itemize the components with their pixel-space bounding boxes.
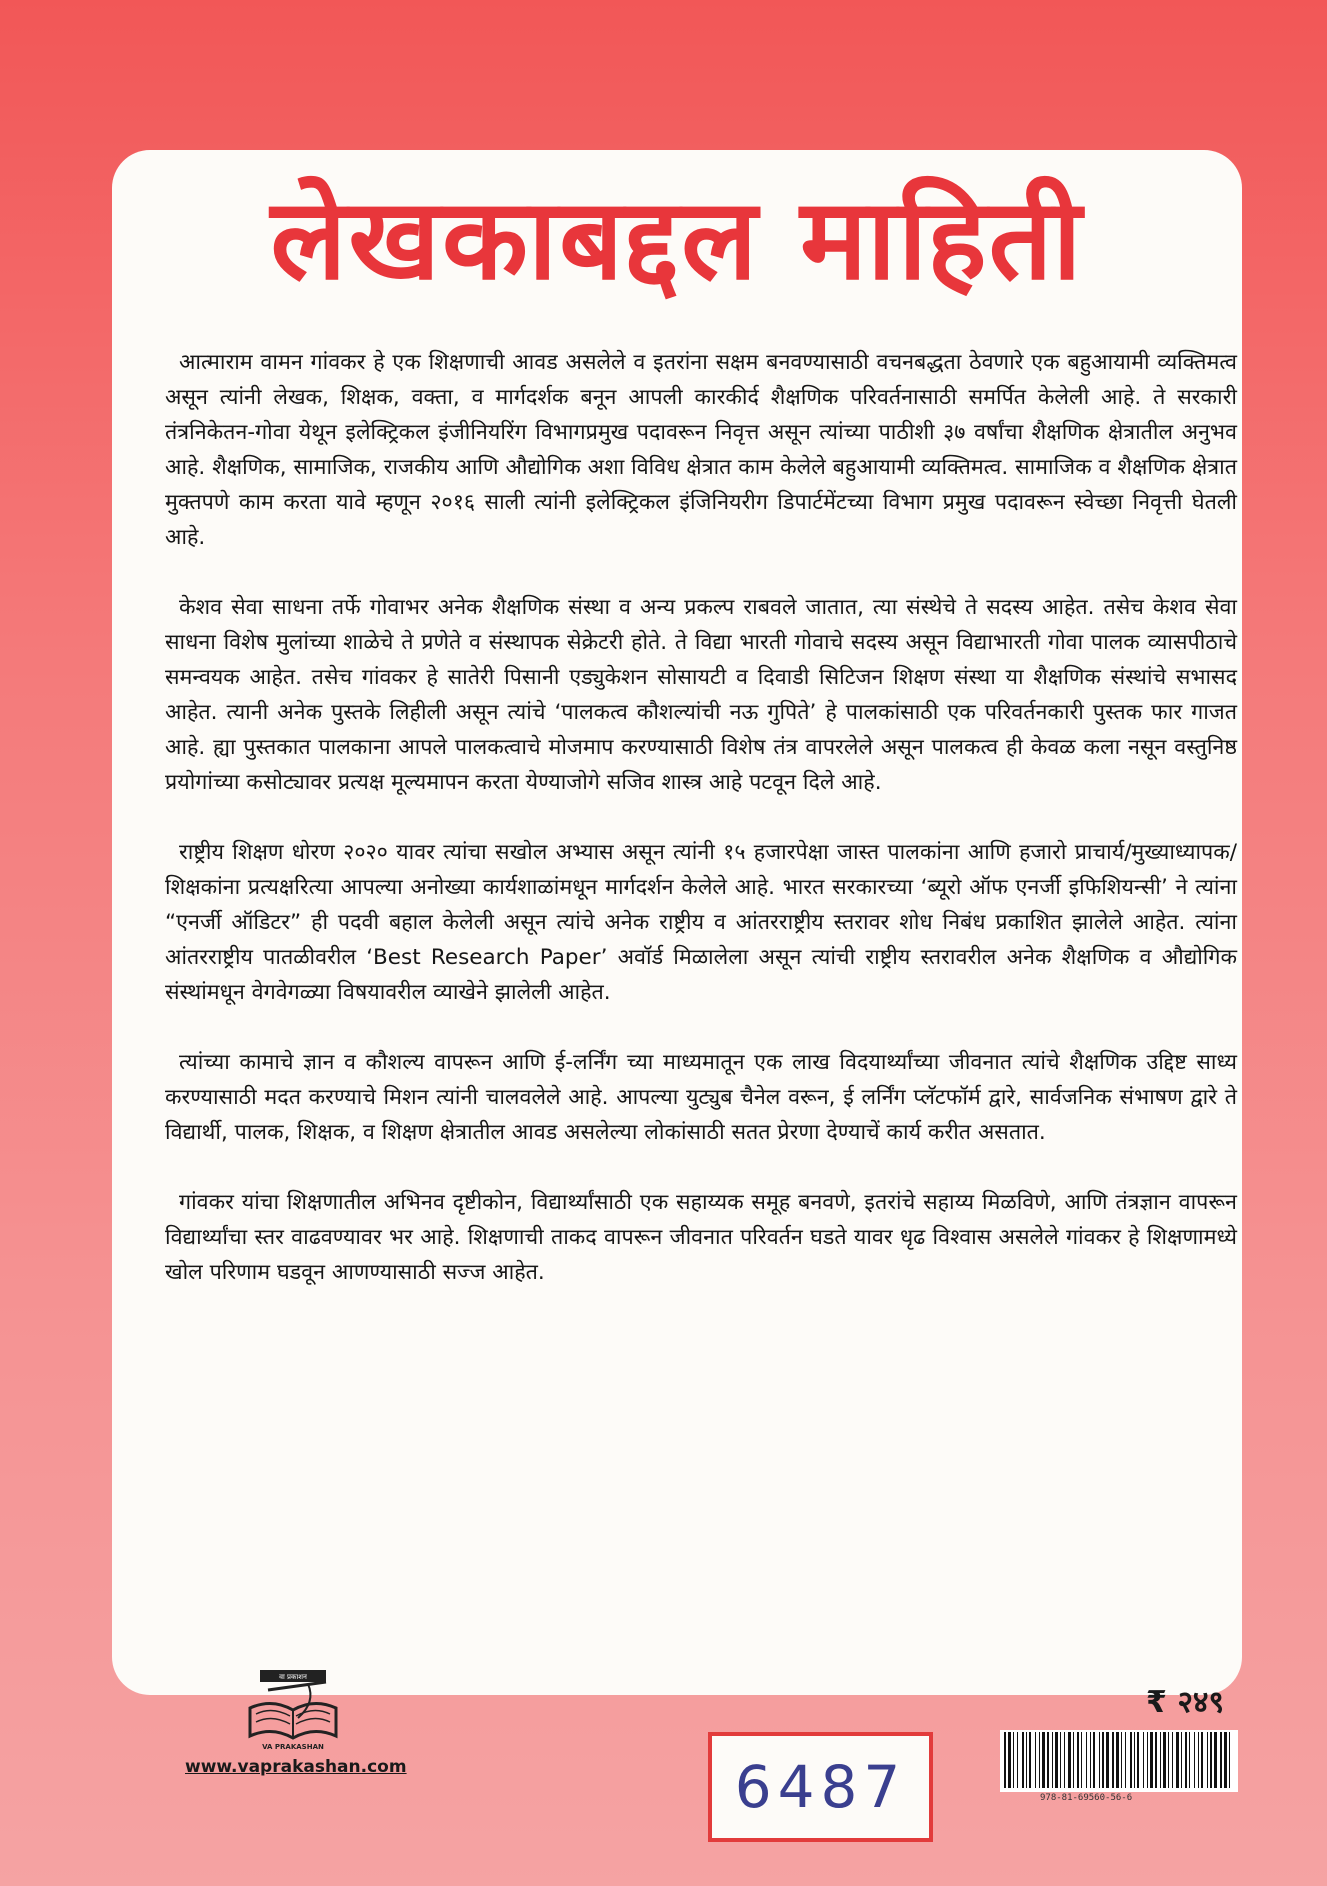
bio-paragraph-2: केशव सेवा साधना तर्फे गोवाभर अनेक शैक्षणिक संस्था व अन्य प्रकल्प राबवले जातात, त्या संस्थेचे ते सदस्य आहेत. तसेच केशव सेवा साधना विशेष मुलांच्या शाळेचे ते प्रणेते व संस्थापक सेक्रेटरी होते. ते विद्या भारती गोवाचे सदस्य असून विद्याभारती गोवा पालक व्यासपीठाचे समन्वयक आहेत. तसेच गांवकर हे सातेरी पिसानी एड्युकेशन सोसायटी व दिवाडी सिटिजन शिक्षण संस्था या शैक्षणिक संस्थांचे सभासद आहेत. त्यानी अनेक पुस्तके लिहीली असून त्यांचे ‘पालकत्व कौशल्यांची नऊ गुपिते’ हे पालकांसाठी एक परिवर्तनकारी पुस्तक फार गाजत आहे. ह्या पुस्तकात पालकाना आपले पालकत्वाचे मोजमाप करण्यासाठी विशेष तंत्र वापरलेले असून पालकत्व ही केवळ कला नसून वस्तुनिष्ठ प्रयोगांच्या कसोट्यावर प्रत्यक्ष मूल्यमापन करता येण्याजोगे सजिव शास्त्र आहे पटवून दिले आहे.	[165, 595, 1237, 795]
bio-paragraph-4: त्यांच्या कामाचे ज्ञान व कौशल्य वापरून आणि ई-लर्निंग च्या माध्यमातून एक लाख विदयार्थ्यांच्या जीवनात त्यांचे शैक्षणिक उद्दिष्ट साध्य करण्यासाठी मदत करण्याचे मिशन त्यांनी चालवलेले आहे. आपल्या युट्युब चैनेल वरून, ई लर्निंग प्लॅटफॉर्म द्वारे, सार्वजनिक संभाषण द्वारे ते विद्यार्थी, पालक, शिक्षक, व शिक्षण क्षेत्रातील आवड असलेल्या लोकांसाठी सतत प्रेरणा देण्याचें कार्य करीत असतात.	[165, 1050, 1237, 1145]
barcode-icon	[1000, 1730, 1238, 1792]
price-label: ₹ २४९	[1146, 1685, 1225, 1720]
page-title: लेखकाबद्दल माहिती	[270, 175, 1084, 305]
publisher-logo	[238, 1668, 348, 1752]
author-bio	[165, 345, 1237, 1325]
isbn-number: 978-81-69560-56-6	[1040, 1793, 1133, 1803]
bio-paragraph-5: गांवकर यांचा शिक्षणातील अभिनव दृष्टीकोन, विद्यार्थ्यांसाठी एक सहाय्यक समूह बनवणे, इतरांचे सहाय्य मिळविणे, आणि तंत्रज्ञान वापरून विद्यार्थ्यांचा स्तर वाढवण्यावर भर आहे. शिक्षणाची ताकद वापरून जीवनात परिवर्तन घडते यावर धृढ विश्वास असलेले गांवकर हे शिक्षणामध्ये खोल परिणाम घडवून आणण्यासाठी सज्ज आहेत.	[165, 1190, 1237, 1285]
logo-top-text: वा प्रकाशन	[279, 1673, 307, 1681]
book-quill-icon	[238, 1668, 348, 1752]
publisher-url[interactable]: www.vaprakashan.com	[185, 1757, 407, 1777]
handwritten-number-stamp: 6487	[708, 1732, 933, 1842]
bio-paragraph-3: राष्ट्रीय शिक्षण धोरण २०२० यावर त्यांचा सखोल अभ्यास असून त्यांनी १५ हजारपेक्षा जास्त पालकांना आणि हजारो प्राचार्य/मुख्याध्यापक/शिक्षकांना प्रत्यक्षरित्या आपल्या अनोख्या कार्यशाळांमधून मार्गदर्शन केलेले आहे. भारत सरकारच्या ‘ब्यूरो ऑफ एनर्जी इफिशियन्सी’ ने त्यांना “एनर्जी ऑडिटर” ही पदवी बहाल केलेली असून त्यांचे अनेक राष्ट्रीय व आंतरराष्ट्रीय स्तरावर शोध निबंध प्रकाशित झालेले आहेत. त्यांना आंतरराष्ट्रीय पातळीवरील ‘Best Research Paper’ अवॉर्ड मिळालेला असून त्यांची राष्ट्रीय स्तरावरील अनेक शैक्षणिक व औद्योगिक संस्थांमधून वेगवेगळ्या विषयावरील व्याखेने झालेली आहेत.	[165, 840, 1237, 1005]
bio-paragraph-1: आत्माराम वामन गांवकर हे एक शिक्षणाची आवड असलेले व इतरांना सक्षम बनवण्यासाठी वचनबद्धता ठेवणारे एक बहुआयामी व्यक्तिमत्व असून त्यांनी लेखक, शिक्षक, वक्ता, व मार्गदर्शक बनून आपली कारकीर्द शैक्षणिक परिवर्तनासाठी समर्पित केलेली आहे. ते सरकारी तंत्रनिकेतन-गोवा येथून इलेक्ट्रिकल इंजीनियरिंग विभागप्रमुख पदावरून निवृत्त असून त्यांच्या पाठीशी ३७ वर्षांचा शैक्षणिक क्षेत्रातील अनुभव आहे. शैक्षणिक, सामाजिक, राजकीय आणि औद्योगिक अशा विविध क्षेत्रात काम केलेले बहुआयामी व्यक्तिमत्व. सामाजिक व शैक्षणिक क्षेत्रात मुक्तपणे काम करता यावे म्हणून २०१६ साली त्यांनी इलेक्ट्रिकल इंजिनियरीग डिपार्टमेंटच्या विभाग प्रमुख पदावरून स्वेच्छा निवृत्ती घेतली आहे.	[165, 350, 1237, 550]
logo-bottom-text: VA PRAKASHAN	[262, 1743, 324, 1751]
